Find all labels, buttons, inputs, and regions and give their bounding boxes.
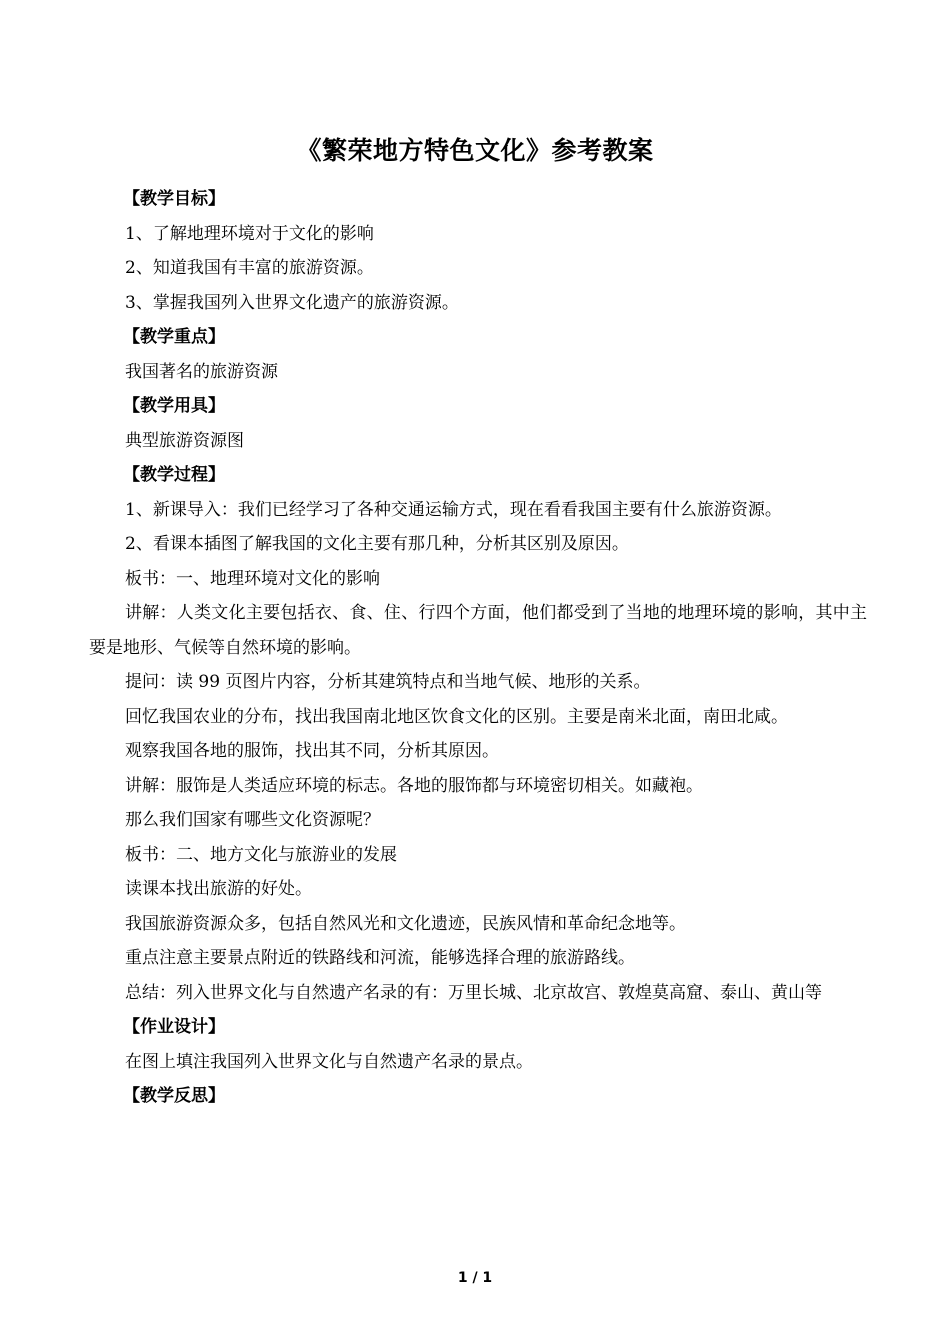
process-line: 2、看课本插图了解我国的文化主要有那几种，分析其区别及原因。: [125, 534, 629, 554]
section-heading-key-points: 【教学重点】: [123, 327, 225, 347]
process-line: 总结：列入世界文化与自然遗产名录的有：万里长城、北京故宫、敦煌莫高窟、泰山、黄山等: [125, 982, 822, 1003]
process-line: 提问：读 99 页图片内容，分析其建筑特点和当地气候、地形的关系。: [125, 672, 651, 692]
process-line: 我国旅游资源众多，包括自然风光和文化遗迹，民族风情和革命纪念地等。: [125, 913, 686, 934]
process-line: 那么我们国家有哪些文化资源呢？: [125, 810, 380, 830]
process-line: 板书：二、地方文化与旅游业的发展: [125, 844, 397, 865]
page-number: 1 / 1: [457, 1270, 493, 1286]
process-line: 读课本找出旅游的好处。: [125, 879, 312, 899]
section-heading-process: 【教学过程】: [123, 465, 225, 485]
document-title: 《繁荣地方特色文化》参考教案: [296, 136, 654, 165]
goal-item: 1、了解地理环境对于文化的影响: [125, 223, 374, 244]
process-line: 板书：一、地理环境对文化的影响: [125, 568, 380, 589]
goal-item: 2、知道我国有丰富的旅游资源。: [125, 258, 374, 278]
homework-text: 在图上填注我国列入世界文化与自然遗产名录的景点。: [125, 1051, 533, 1072]
section-heading-goals: 【教学目标】: [123, 189, 225, 209]
process-line: 观察我国各地的服饰，找出其不同，分析其原因。: [125, 741, 499, 761]
section-heading-tools: 【教学用具】: [123, 396, 225, 416]
tools-text: 典型旅游资源图: [125, 430, 244, 451]
key-points-text: 我国著名的旅游资源: [125, 361, 278, 382]
document-body: [89, 182, 867, 1114]
process-line: 1、新课导入：我们已经学习了各种交通运输方式，现在看看我国主要有什么旅游资源。: [125, 499, 782, 520]
process-line: 讲解：服饰是人类适应环境的标志。各地的服饰都与环境密切相关。如藏袍。: [125, 775, 703, 796]
section-heading-homework: 【作业设计】: [123, 1017, 225, 1037]
goal-item: 3、掌握我国列入世界文化遗产的旅游资源。: [125, 292, 459, 313]
process-line: 重点注意主要景点附近的铁路线和河流，能够选择合理的旅游路线。: [125, 948, 635, 968]
section-heading-reflection: 【教学反思】: [123, 1086, 225, 1106]
process-line: 回忆我国农业的分布，找出我国南北地区饮食文化的区别。主要是南米北面，南田北咸。: [125, 706, 788, 727]
process-paragraph: 讲解：人类文化主要包括衣、食、住、行四个方面，他们都受到了当地的地理环境的影响，其中主要是地形、气候等自然环境的影响。: [89, 603, 867, 658]
